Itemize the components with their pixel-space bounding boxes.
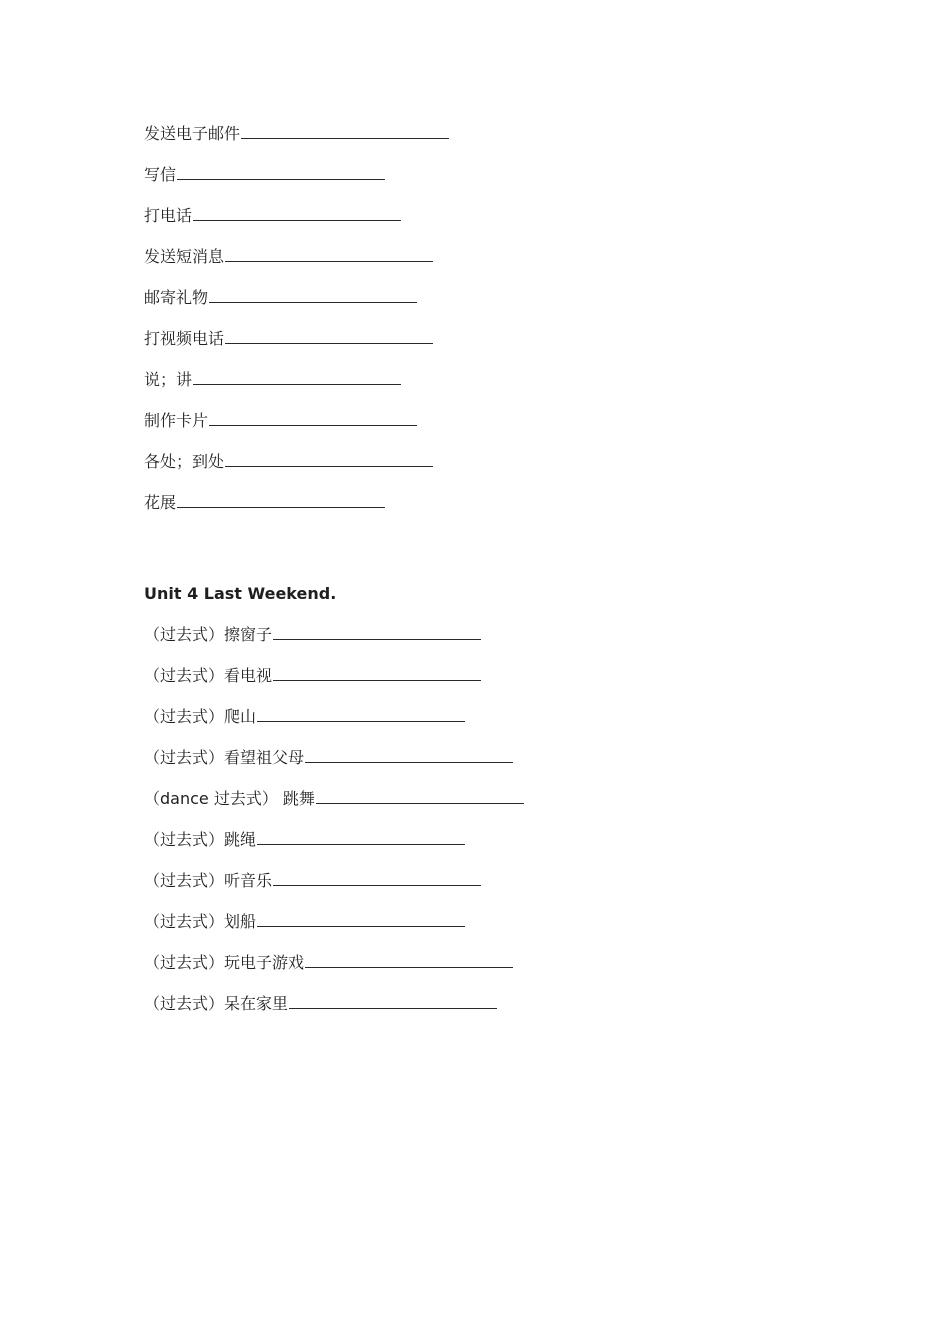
vocab-item [144, 286, 417, 310]
vocab-prompt: （过去式）听音乐 [144, 871, 273, 890]
vocab-item [144, 122, 449, 146]
vocab-item [144, 951, 513, 975]
vocab-item [144, 664, 481, 688]
vocab-item [144, 705, 465, 729]
answer-blank[interactable] [305, 746, 513, 763]
vocab-prompt: （过去式）划船 [144, 912, 257, 931]
vocab-prompt: （过去式）爬山 [144, 707, 257, 726]
vocab-item [144, 368, 401, 392]
vocab-item [144, 163, 385, 187]
vocab-item [144, 450, 433, 474]
answer-blank[interactable] [177, 163, 385, 180]
vocab-prompt: 发送电子邮件 [144, 124, 241, 143]
answer-blank[interactable] [177, 491, 385, 508]
answer-blank[interactable] [273, 623, 481, 640]
answer-blank[interactable] [305, 951, 513, 968]
answer-blank[interactable] [193, 368, 401, 385]
vocab-prompt: 打视频电话 [144, 329, 225, 348]
vocab-prompt: （过去式）看电视 [144, 666, 273, 685]
answer-blank[interactable] [273, 664, 481, 681]
vocab-prompt: 发送短消息 [144, 247, 225, 266]
answer-blank[interactable] [225, 327, 433, 344]
vocab-prompt: 制作卡片 [144, 411, 209, 430]
vocab-item [144, 491, 385, 515]
vocab-prompt: 说；讲 [144, 370, 193, 389]
answer-blank[interactable] [209, 286, 417, 303]
answer-blank[interactable] [289, 992, 497, 1009]
vocab-prompt: 各处；到处 [144, 452, 225, 471]
vocab-prompt: 邮寄礼物 [144, 288, 209, 307]
vocab-item [144, 409, 417, 433]
section-heading: Unit 4 Last Weekend. [144, 584, 337, 603]
vocab-item [144, 787, 524, 811]
vocab-item [144, 869, 481, 893]
vocab-item [144, 746, 513, 770]
vocab-prompt: （过去式）呆在家里 [144, 994, 289, 1013]
vocab-prompt: 打电话 [144, 206, 193, 225]
vocab-item [144, 828, 465, 852]
vocab-prompt: （过去式）擦窗子 [144, 625, 273, 644]
answer-blank[interactable] [257, 705, 465, 722]
answer-blank[interactable] [257, 910, 465, 927]
vocab-prompt: （dance 过去式） 跳舞 [144, 789, 315, 808]
answer-blank[interactable] [241, 122, 449, 139]
answer-blank[interactable] [257, 828, 465, 845]
vocab-item [144, 623, 481, 647]
answer-blank[interactable] [193, 204, 401, 221]
answer-blank[interactable] [316, 787, 524, 804]
answer-blank[interactable] [273, 869, 481, 886]
vocab-prompt: 花展 [144, 493, 177, 512]
vocab-item [144, 992, 497, 1016]
answer-blank[interactable] [225, 245, 433, 262]
vocab-prompt: （过去式）玩电子游戏 [144, 953, 305, 972]
vocab-item [144, 910, 465, 934]
vocab-item [144, 327, 433, 351]
vocab-prompt: （过去式）看望祖父母 [144, 748, 305, 767]
vocab-prompt: （过去式）跳绳 [144, 830, 257, 849]
vocab-item [144, 204, 401, 228]
answer-blank[interactable] [225, 450, 433, 467]
vocab-prompt: 写信 [144, 165, 177, 184]
vocab-item [144, 245, 433, 269]
answer-blank[interactable] [209, 409, 417, 426]
